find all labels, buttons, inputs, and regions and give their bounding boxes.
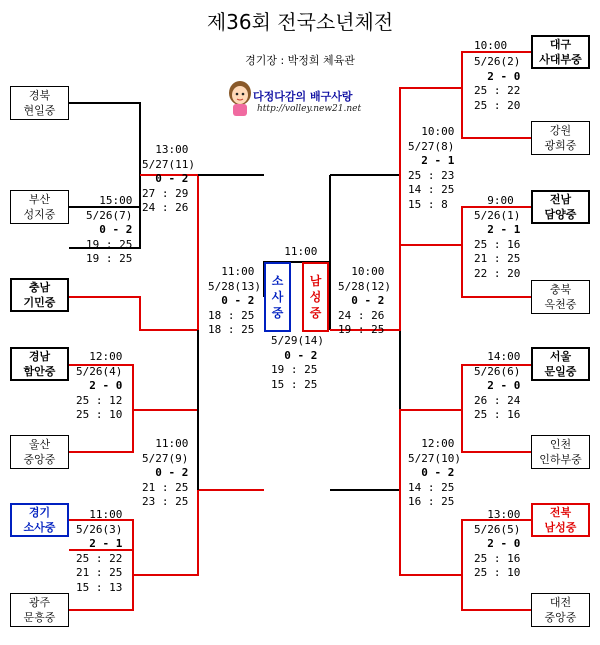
finalist-char: 중 <box>271 306 284 320</box>
team-school: 현일중 <box>23 104 56 117</box>
team-R1[interactable] <box>531 35 590 69</box>
team-school: 사대부중 <box>539 53 582 66</box>
finalist-char: 남 <box>309 274 322 288</box>
team-school: 소사중 <box>23 521 56 534</box>
match-10: 12:00 5/27(10) 0 - 2 14 : 25 16 : 25 <box>408 437 461 508</box>
finalist-left[interactable] <box>264 262 291 332</box>
team-L7[interactable] <box>10 593 69 627</box>
team-R6[interactable] <box>531 435 590 469</box>
site-name: 다정다감의 배구사랑 <box>253 90 353 103</box>
team-school: 성지중 <box>23 208 56 221</box>
team-school: 함안중 <box>23 365 56 378</box>
team-school: 문흥중 <box>23 611 56 624</box>
team-region: 인천 <box>549 438 572 451</box>
team-L3[interactable] <box>10 278 69 312</box>
match-12: 10:00 5/28(12) 0 - 2 24 : 26 19 : 25 <box>338 265 391 336</box>
team-L4[interactable] <box>10 347 69 381</box>
team-school: 인하부중 <box>539 453 582 466</box>
match-13: 11:00 5/28(13) 0 - 2 18 : 25 18 : 25 <box>208 265 261 336</box>
team-L5[interactable] <box>10 435 69 469</box>
match-8: 10:00 5/27(8) 2 - 1 25 : 23 14 : 25 15 : 8 <box>408 125 455 211</box>
team-region: 서울 <box>549 350 572 363</box>
team-school: 남성중 <box>544 521 577 534</box>
team-R5[interactable] <box>531 347 590 381</box>
team-region: 대구 <box>549 38 572 51</box>
team-school: 광희중 <box>544 139 577 152</box>
team-L1[interactable] <box>10 86 69 120</box>
match-5: 13:00 5/26(5) 2 - 0 25 : 16 25 : 10 <box>474 508 521 579</box>
team-region: 울산 <box>28 438 51 451</box>
finalist-char: 소 <box>271 274 284 288</box>
team-school: 문일중 <box>544 365 577 378</box>
match-14: 5/29(14) 0 - 2 19 : 25 15 : 25 <box>271 334 324 391</box>
match-4: 12:00 5/26(4) 2 - 0 25 : 12 25 : 10 <box>76 350 123 421</box>
team-R8[interactable] <box>531 593 590 627</box>
team-region: 전북 <box>549 506 572 519</box>
team-school: 담양중 <box>544 208 577 221</box>
team-school: 옥천중 <box>544 298 577 311</box>
venue-label: 경기장 : 박정희 체육관 <box>245 54 355 67</box>
team-L2[interactable] <box>10 190 69 224</box>
team-R7[interactable] <box>531 503 590 537</box>
team-region: 대전 <box>549 596 572 609</box>
team-region: 전남 <box>549 193 572 206</box>
match-7: 15:00 5/26(7) 0 - 2 19 : 25 19 : 25 <box>86 194 133 265</box>
match-2-detail: 5/26(2) 2 - 0 25 : 22 25 : 20 <box>474 55 521 112</box>
page-title: 제36회 전국소년체전 <box>206 10 394 34</box>
team-region: 강원 <box>549 124 572 137</box>
match-14-time: 11:00 <box>284 245 318 258</box>
match-6: 14:00 5/26(6) 2 - 0 26 : 24 25 : 16 <box>474 350 521 421</box>
team-region: 경북 <box>28 89 51 102</box>
match-9: 11:00 5/27(9) 0 - 2 21 : 25 23 : 25 <box>142 437 189 508</box>
team-school: 중앙중 <box>23 453 56 466</box>
team-region: 경기 <box>28 506 51 519</box>
team-region: 경남 <box>28 350 51 363</box>
team-region: 부산 <box>28 193 51 206</box>
match-2: 10:00 <box>474 39 508 52</box>
team-R3[interactable] <box>531 190 590 224</box>
finalist-char: 성 <box>309 290 322 304</box>
team-L6[interactable] <box>10 503 69 537</box>
team-school: 중앙중 <box>544 611 577 624</box>
team-region: 충남 <box>28 281 51 294</box>
team-region: 충북 <box>549 283 572 296</box>
match-3: 11:00 5/26(3) 2 - 1 25 : 22 21 : 25 15 : 13 <box>76 508 123 594</box>
team-region: 광주 <box>28 596 51 609</box>
team-R4[interactable] <box>531 280 590 314</box>
match-1: 9:00 5/26(1) 2 - 1 25 : 16 21 : 25 22 : 20 <box>474 194 521 280</box>
finalist-right[interactable] <box>302 262 329 332</box>
finalist-char: 사 <box>271 290 284 304</box>
team-school: 기민중 <box>23 296 56 309</box>
finalist-char: 중 <box>309 306 322 320</box>
match-11: 13:00 5/27(11) 0 - 2 27 : 29 24 : 26 <box>142 143 195 214</box>
team-R2[interactable] <box>531 121 590 155</box>
site-url-link[interactable]: http://volley.new21.net <box>257 104 362 114</box>
